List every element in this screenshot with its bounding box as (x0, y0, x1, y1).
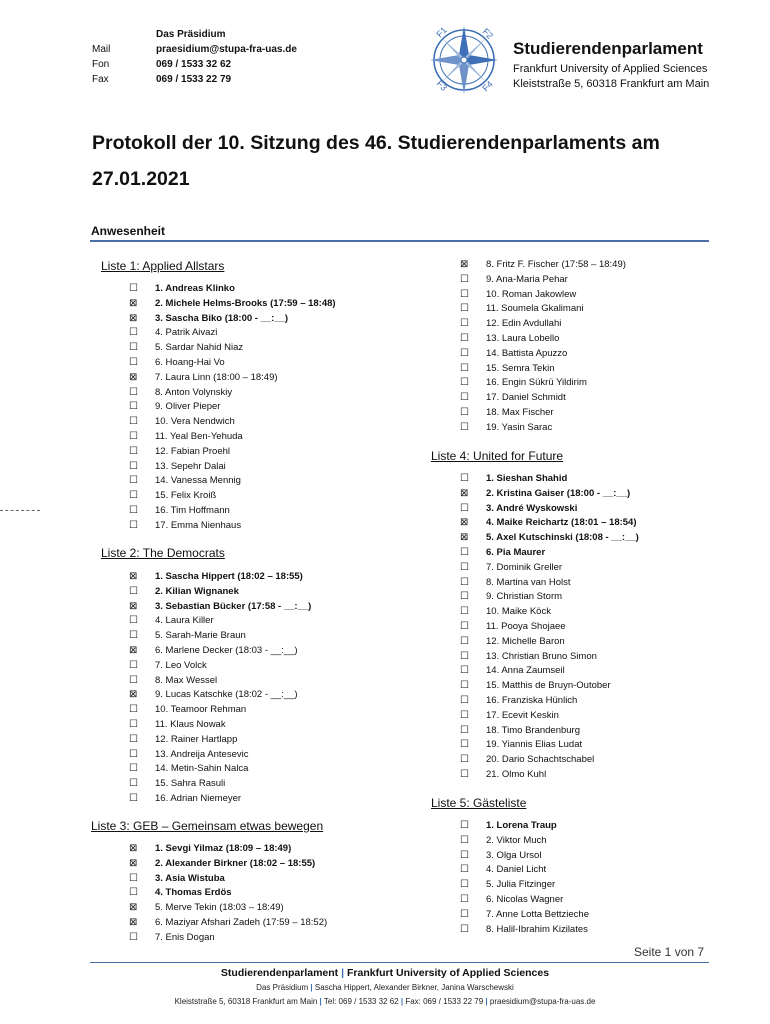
unchecked-box-icon[interactable]: ☐ (460, 820, 469, 831)
unchecked-box-icon[interactable]: ☐ (129, 585, 138, 597)
footer-separator: | (341, 967, 345, 979)
unchecked-box-icon[interactable]: ☐ (129, 401, 138, 413)
attendance-row (129, 748, 429, 763)
member-name: 6. Hoang-Hai Vo (155, 356, 225, 368)
attendance-row (129, 688, 429, 703)
member-name: 3. Olga Ursol (486, 849, 542, 861)
member-name: 1. Sascha Hippert (18:02 – 18:55) (155, 571, 303, 582)
attendance-row (129, 931, 429, 946)
member-name: 3. Sebastian Bücker (17:58 - __:__) (155, 600, 312, 612)
attendance-row (129, 718, 429, 733)
attendance-row (129, 629, 429, 644)
footer-org: Studierendenparlament (220, 967, 339, 979)
attendance-row (129, 777, 429, 792)
member-name: 13. Andreija Antesevic (155, 748, 249, 760)
member-name: 2. Kilian Wignanek (155, 585, 239, 597)
unchecked-box-icon[interactable]: ☐ (460, 834, 469, 846)
member-name: 6. Maziyar Afshari Zadeh (17:59 – 18:52) (155, 916, 328, 928)
checked-box-icon[interactable]: ⊠ (129, 916, 138, 928)
unchecked-box-icon[interactable]: ☐ (129, 763, 138, 775)
attendance-row (460, 516, 710, 531)
unchecked-box-icon[interactable]: ☐ (129, 430, 138, 442)
member-name: 8. Martina van Holst (486, 576, 571, 588)
attendance-row (129, 792, 429, 807)
member-name: 16. Engin Sükrü Yildirim (486, 377, 587, 389)
member-name: 9. Ana-Maria Pehar (486, 273, 568, 285)
unchecked-box-icon[interactable]: ☐ (129, 327, 138, 339)
footer-phone: Tel: 069 / 1533 32 62 (323, 997, 399, 1006)
footer-mail[interactable]: praesidium@stupa-fra-uas.de (489, 997, 596, 1006)
list1-title: Liste 1: Applied Allstars (101, 259, 225, 273)
list5-members (460, 819, 710, 937)
checked-box-icon[interactable]: ⊠ (129, 902, 138, 914)
attendance-row (460, 908, 710, 923)
attendance-row (129, 341, 429, 356)
member-name: 4. Thomas Erdös (155, 887, 232, 899)
unchecked-box-icon[interactable]: ☐ (129, 283, 138, 294)
member-name: 12. Edin Avdullahi (486, 318, 562, 330)
fax-label: Fax (92, 74, 109, 85)
member-name: 4. Maike Reichartz (18:01 – 18:54) (486, 517, 637, 529)
member-name: 18. Timo Brandenburg (486, 724, 581, 736)
member-name: 4. Laura Killer (155, 615, 214, 627)
attendance-row (129, 585, 429, 600)
unchecked-box-icon[interactable]: ☐ (129, 778, 138, 790)
attendance-row (460, 923, 710, 938)
member-name: 13. Laura Lobello (486, 332, 560, 344)
member-name: 10. Maike Köck (486, 606, 551, 618)
attendance-row (460, 650, 710, 665)
checked-box-icon[interactable]: ⊠ (129, 571, 138, 582)
attendance-row (129, 674, 429, 689)
attendance-row (460, 332, 710, 347)
unchecked-box-icon[interactable]: ☐ (129, 460, 138, 472)
attendance-row (129, 886, 429, 901)
phone-label: Fon (92, 59, 110, 70)
footer-board-members: Sascha Hippert, Alexander Birkner, Janina Warschewski (314, 983, 514, 992)
member-name: 6. Nicolas Wagner (486, 893, 564, 905)
member-name: 3. André Wyskowski (486, 502, 578, 514)
unchecked-box-icon[interactable]: ☐ (460, 739, 469, 751)
unchecked-box-icon[interactable]: ☐ (460, 332, 469, 344)
member-name: 5. Sarah-Marie Braun (155, 630, 246, 642)
member-name: 14. Metin-Sahin Nalca (155, 763, 249, 775)
member-name: 11. Pooya Shojaee (486, 620, 566, 632)
checked-box-icon[interactable]: ⊠ (129, 600, 138, 612)
unchecked-box-icon[interactable]: ☐ (460, 502, 469, 514)
member-name: 12. Fabian Proehl (155, 445, 230, 457)
org-university: Frankfurt University of Applied Sciences (513, 63, 708, 75)
attendance-row (460, 753, 710, 768)
member-name: 10. Teamoor Rehman (155, 704, 247, 716)
unchecked-box-icon[interactable]: ☐ (460, 561, 469, 573)
list3-title: Liste 3: GEB – Gemeinsam etwas bewegen (91, 819, 324, 833)
member-name: 2. Alexander Birkner (18:02 – 18:55) (155, 857, 316, 869)
attendance-row (460, 317, 710, 332)
attendance-row (460, 302, 710, 317)
attendance-row (129, 519, 429, 534)
unchecked-box-icon[interactable]: ☐ (129, 504, 138, 516)
attendance-row (129, 659, 429, 674)
logo-label-f4: F4 (480, 78, 495, 94)
unchecked-box-icon[interactable]: ☐ (460, 768, 469, 780)
attendance-row (460, 664, 710, 679)
member-name: 14. Vanessa Mennig (155, 475, 241, 487)
footer-line-1 (0, 967, 770, 979)
member-name: 7. Laura Linn (18:00 – 18:49) (155, 371, 278, 383)
member-name: 15. Felix Kroiß (155, 490, 217, 502)
attendance-row (129, 297, 429, 312)
attendance-row (129, 371, 429, 386)
list1-members (129, 282, 429, 534)
attendance-row (460, 724, 710, 739)
member-name: 9. Lucas Katschke (18:02 - __:__) (155, 689, 298, 701)
checked-box-icon[interactable]: ⊠ (129, 843, 138, 854)
unchecked-box-icon[interactable]: ☐ (460, 606, 469, 618)
attendance-row (460, 273, 710, 288)
attendance-row (460, 709, 710, 724)
unchecked-box-icon[interactable]: ☐ (460, 392, 469, 404)
footer-separator: | (485, 997, 488, 1006)
attendance-row (129, 430, 429, 445)
unchecked-box-icon[interactable]: ☐ (460, 288, 469, 300)
checked-box-icon[interactable]: ⊠ (129, 857, 138, 869)
member-name: 16. Franziska Hünlich (486, 694, 578, 706)
unchecked-box-icon[interactable]: ☐ (129, 475, 138, 487)
phone-value: 069 / 1533 32 62 (156, 59, 232, 70)
fax-value: 069 / 1533 22 79 (156, 74, 232, 85)
checked-box-icon[interactable]: ⊠ (129, 297, 138, 309)
attendance-row (460, 531, 710, 546)
member-name: 7. Enis Dogan (155, 931, 215, 943)
unchecked-box-icon[interactable]: ☐ (460, 709, 469, 721)
member-name: 7. Dominik Greller (486, 561, 563, 573)
checked-box-icon[interactable]: ⊠ (460, 259, 469, 270)
unchecked-box-icon[interactable]: ☐ (460, 680, 469, 692)
attendance-row (129, 733, 429, 748)
member-name: 1. Andreas Klinko (155, 283, 235, 294)
attendance-row (460, 768, 710, 783)
unchecked-box-icon[interactable]: ☐ (460, 576, 469, 588)
unchecked-box-icon[interactable]: ☐ (129, 519, 138, 531)
unchecked-box-icon[interactable]: ☐ (460, 273, 469, 285)
member-name: 15. Semra Tekin (486, 362, 555, 374)
unchecked-box-icon[interactable]: ☐ (460, 923, 469, 935)
member-name: 20. Dario Schachtschabel (486, 754, 595, 766)
member-name: 1. Lorena Traup (486, 820, 557, 831)
attendance-row (129, 762, 429, 777)
list2-members (129, 570, 429, 807)
member-name: 6. Marlene Decker (18:03 - __:__) (155, 644, 298, 656)
member-name: 2. Michele Helms-Brooks (17:59 – 18:48) (155, 297, 336, 309)
unchecked-box-icon[interactable]: ☐ (129, 416, 138, 428)
unchecked-box-icon[interactable]: ☐ (460, 665, 469, 677)
attendance-row (129, 460, 429, 475)
attendance-row (460, 546, 710, 561)
member-name: 2. Kristina Gaiser (18:00 - __:__) (486, 487, 631, 499)
unchecked-box-icon[interactable]: ☐ (460, 694, 469, 706)
member-name: 5. Julia Fitzinger (486, 879, 556, 891)
list5-title: Liste 5: Gästeliste (431, 796, 527, 810)
attendance-row (460, 679, 710, 694)
checked-box-icon[interactable]: ⊠ (129, 371, 138, 383)
footer-separator: | (310, 983, 313, 992)
member-name: 16. Adrian Niemeyer (155, 792, 242, 804)
unchecked-box-icon[interactable]: ☐ (129, 342, 138, 354)
unchecked-box-icon[interactable]: ☐ (460, 635, 469, 647)
member-name: 8. Fritz F. Fischer (17:58 – 18:49) (486, 259, 626, 270)
attendance-row (460, 738, 710, 753)
unchecked-box-icon[interactable]: ☐ (460, 849, 469, 861)
unchecked-box-icon[interactable]: ☐ (129, 490, 138, 502)
member-name: 18. Max Fischer (486, 406, 554, 418)
unchecked-box-icon[interactable]: ☐ (460, 546, 469, 558)
member-name: 4. Daniel Licht (486, 864, 547, 876)
member-name: 17. Daniel Schmidt (486, 392, 566, 404)
unchecked-box-icon[interactable]: ☐ (129, 674, 138, 686)
unchecked-box-icon[interactable]: ☐ (460, 421, 469, 433)
attendance-row (129, 312, 429, 327)
attendance-row (460, 391, 710, 406)
unchecked-box-icon[interactable]: ☐ (129, 356, 138, 368)
unchecked-box-icon[interactable]: ☐ (460, 406, 469, 418)
unchecked-box-icon[interactable]: ☐ (129, 659, 138, 671)
attendance-row (460, 472, 710, 487)
attendance-row (460, 502, 710, 517)
member-name: 4. Patrik Aivazi (155, 327, 218, 339)
attendance-row (129, 474, 429, 489)
member-name: 6. Pia Maurer (486, 546, 546, 558)
checked-box-icon[interactable]: ⊠ (129, 689, 138, 701)
member-name: 15. Sahra Rasuli (155, 778, 226, 790)
mail-value[interactable]: praesidium@stupa-fra-uas.de (156, 44, 297, 55)
member-name: 17. Emma Nienhaus (155, 519, 242, 531)
unchecked-box-icon[interactable]: ☐ (460, 473, 469, 484)
attendance-row (460, 819, 710, 834)
attendance-row (460, 590, 710, 605)
member-name: 7. Anne Lotta Bettzieche (486, 908, 589, 920)
office-name: Das Präsidium (156, 29, 226, 40)
member-name: 15. Matthis de Bruyn-Outober (486, 680, 611, 692)
unchecked-box-icon[interactable]: ☐ (129, 887, 138, 899)
member-name: 5. Sardar Nahid Niaz (155, 342, 244, 354)
logo-label-f1: F1 (434, 24, 449, 40)
mail-label: Mail (92, 44, 111, 55)
unchecked-box-icon[interactable]: ☐ (129, 872, 138, 884)
attendance-row (129, 916, 429, 931)
member-name: 10. Roman Jakowlew (486, 288, 577, 300)
attendance-row (129, 842, 429, 857)
footer-university: Frankfurt University of Applied Sciences (346, 967, 550, 979)
member-name: 19. Yiannis Elias Ludat (486, 739, 583, 751)
member-name: 14. Anna Zaumseil (486, 665, 565, 677)
member-name: 1. Sevgi Yilmaz (18:09 – 18:49) (155, 843, 292, 854)
member-name: 8. Halil-Ibrahim Kizilates (486, 923, 588, 935)
member-name: 10. Vera Nendwich (155, 416, 235, 428)
unchecked-box-icon[interactable]: ☐ (129, 704, 138, 716)
unchecked-box-icon[interactable]: ☐ (460, 318, 469, 330)
document-title: Protokoll der 10. Sitzung des 46. Studierendenparlaments am 27.01.2021 (92, 132, 660, 190)
list4-members (460, 472, 710, 783)
attendance-row (460, 893, 710, 908)
attendance-row (129, 614, 429, 629)
member-name: 16. Tim Hoffmann (155, 504, 230, 516)
checked-box-icon[interactable]: ⊠ (129, 312, 138, 324)
member-name: 3. Asia Wistuba (155, 872, 225, 884)
compass-logo-icon (426, 22, 502, 98)
member-name: 9. Oliver Pieper (155, 401, 221, 413)
footer-address: Kleiststraße 5, 60318 Frankfurt am Main (174, 997, 318, 1006)
attendance-row (460, 878, 710, 893)
attendance-row (460, 288, 710, 303)
member-name: 11. Soumela Gkalimani (486, 303, 584, 315)
attendance-row (460, 694, 710, 709)
attendance-row (460, 849, 710, 864)
logo-label-f2: F2 (480, 26, 496, 41)
attendance-row (129, 415, 429, 430)
member-name: 19. Yasin Sarac (486, 421, 553, 433)
member-name: 21. Olmo Kuhl (486, 768, 547, 780)
attendance-row (460, 258, 710, 273)
attendance-row (129, 600, 429, 615)
unchecked-box-icon[interactable]: ☐ (129, 931, 138, 943)
attendance-row (129, 872, 429, 887)
attendance-row (129, 644, 429, 659)
unchecked-box-icon[interactable]: ☐ (460, 591, 469, 603)
unchecked-box-icon[interactable]: ☐ (129, 445, 138, 457)
footer-fax: Fax: 069 / 1533 22 79 (405, 997, 484, 1006)
unchecked-box-icon[interactable]: ☐ (460, 362, 469, 374)
margin-dash (0, 510, 40, 511)
list4-title: Liste 4: United for Future (431, 449, 564, 463)
unchecked-box-icon[interactable]: ☐ (460, 620, 469, 632)
attendance-row (460, 620, 710, 635)
attendance-row (129, 857, 429, 872)
org-address: Kleiststraße 5, 60318 Frankfurt am Main (513, 78, 710, 90)
attendance-row (460, 362, 710, 377)
member-name: 13. Christian Bruno Simon (486, 650, 597, 662)
member-name: 3. Sascha Biko (18:00 - __:__) (155, 312, 289, 324)
unchecked-box-icon[interactable]: ☐ (460, 377, 469, 389)
attendance-row (129, 356, 429, 371)
unchecked-box-icon[interactable]: ☐ (129, 718, 138, 730)
attendance-row (460, 576, 710, 591)
unchecked-box-icon[interactable]: ☐ (460, 754, 469, 766)
attendance-row (129, 570, 429, 585)
unchecked-box-icon[interactable]: ☐ (460, 893, 469, 905)
footer-separator: | (319, 997, 322, 1006)
unchecked-box-icon[interactable]: ☐ (129, 733, 138, 745)
member-name: 8. Anton Volynskiy (155, 386, 233, 398)
unchecked-box-icon[interactable]: ☐ (460, 724, 469, 736)
unchecked-box-icon[interactable]: ☐ (129, 792, 138, 804)
footer-separator: | (400, 997, 404, 1006)
page-number: Seite 1 von 7 (634, 945, 705, 959)
checked-box-icon[interactable]: ⊠ (129, 644, 138, 656)
unchecked-box-icon[interactable]: ☐ (129, 748, 138, 760)
member-name: 12. Michelle Baron (486, 635, 565, 647)
attendance-row (129, 326, 429, 341)
member-name: 8. Max Wessel (155, 674, 218, 686)
member-name: 7. Leo Volck (155, 659, 207, 671)
member-name: 14. Battista Apuzzo (486, 347, 568, 359)
footer-line-2 (0, 983, 770, 992)
attendance-row (129, 489, 429, 504)
footer-rule (90, 962, 709, 963)
member-name: 13. Sepehr Dalai (155, 460, 226, 472)
unchecked-box-icon[interactable]: ☐ (460, 864, 469, 876)
list3-members-continued (460, 258, 710, 436)
member-name: 11. Yeal Ben-Yehuda (155, 430, 243, 442)
section-rule (90, 240, 709, 242)
member-name: 1. Sieshan Shahid (486, 473, 568, 484)
attendance-row (460, 605, 710, 620)
unchecked-box-icon[interactable]: ☐ (460, 879, 469, 891)
attendance-row (460, 863, 710, 878)
org-name: Studierendenparlament (513, 39, 703, 58)
attendance-row (460, 834, 710, 849)
member-name: 9. Christian Storm (486, 591, 563, 603)
attendance-row (129, 400, 429, 415)
attendance-row (129, 504, 429, 519)
attendance-row (460, 487, 710, 502)
attendance-row (129, 282, 429, 297)
footer-line-3 (0, 997, 770, 1006)
section-heading: Anwesenheit (91, 224, 166, 238)
member-name: 2. Viktor Much (486, 834, 547, 846)
unchecked-box-icon[interactable]: ☐ (129, 630, 138, 642)
unchecked-box-icon[interactable]: ☐ (460, 650, 469, 662)
member-name: 12. Rainer Hartlapp (155, 733, 238, 745)
member-name: 5. Axel Kutschinski (18:08 - __:__) (486, 532, 639, 544)
attendance-row (460, 635, 710, 650)
attendance-row (460, 347, 710, 362)
attendance-row (460, 376, 710, 391)
attendance-row (129, 445, 429, 460)
list3-members (129, 842, 429, 946)
attendance-row (129, 703, 429, 718)
logo-label-f3: F3 (434, 78, 450, 93)
attendance-row (460, 406, 710, 421)
attendance-row (129, 386, 429, 401)
footer-board: Das Präsidium (256, 983, 309, 992)
unchecked-box-icon[interactable]: ☐ (129, 615, 138, 627)
attendance-row (460, 421, 710, 436)
list2-title: Liste 2: The Democrats (101, 546, 225, 560)
checked-box-icon[interactable]: ⊠ (460, 517, 469, 529)
member-name: 11. Klaus Nowak (155, 718, 226, 730)
checked-box-icon[interactable]: ⊠ (460, 487, 469, 499)
checked-box-icon[interactable]: ⊠ (460, 532, 469, 544)
unchecked-box-icon[interactable]: ☐ (460, 303, 469, 315)
unchecked-box-icon[interactable]: ☐ (460, 908, 469, 920)
unchecked-box-icon[interactable]: ☐ (460, 347, 469, 359)
unchecked-box-icon[interactable]: ☐ (129, 386, 138, 398)
attendance-row (460, 561, 710, 576)
member-name: 5. Merve Tekin (18:03 – 18:49) (155, 902, 284, 914)
member-name: 17. Ecevit Keskin (486, 709, 559, 721)
attendance-row (129, 901, 429, 916)
